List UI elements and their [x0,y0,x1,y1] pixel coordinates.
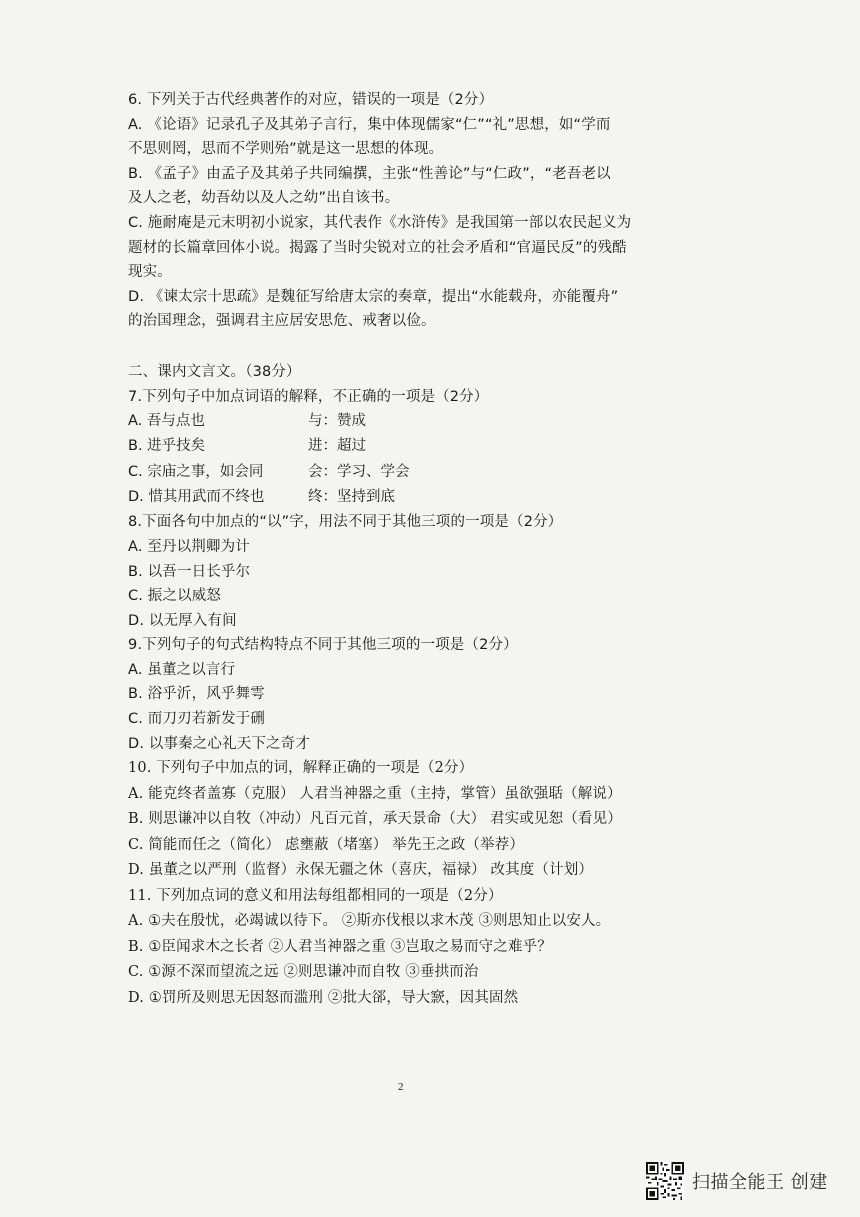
option-line: D. 以无厚入有间 [128,612,237,629]
question-stem: 9.下列句子的句式结构特点不同于其他三项的一项是（2分） [128,637,518,654]
section-heading: 二、课内文言文。（38分） [128,363,301,380]
question-11 [128,884,688,1012]
option-row [128,460,688,485]
option-line: B. ①臣闻求木之长者 ②人君当神器之重 ③岂取之易而守之难乎？ [128,938,552,955]
question-stem: 11. 下列加点词的意义和用法每组都相同的一项是（2分） [128,887,503,904]
option-sentence: C. 宗庙之事，如会同 [128,463,264,480]
option-row [128,485,688,510]
option-line: A. 能克终者盖寡（克服） 人君当神器之重（主持，掌管）虽欲强聒（解说） [128,785,622,802]
qr-code-icon [646,1162,684,1200]
option-row [128,409,688,434]
question-stem: 8.下面各句中加点的“以”字，用法不同于其他三项的一项是（2分） [128,514,563,531]
option-line: 题材的长篇章回体小说。揭露了当时尖锐对立的社会矛盾和“官逼民反”的残酷 [128,239,627,256]
option-line: D. ①罚所及则思无因怒而滥刑 ②批大郤，导大窾，因其固然 [128,989,519,1006]
option-row [128,434,688,459]
option-line: 及人之老，幼吾幼以及人之幼”出自该书。 [128,190,400,207]
option-line: A. 《论语》记录孔子及其弟子言行，集中体现儒家“仁”“礼”思想，如“学而 [128,116,611,133]
option-line: A. ①夫在殷忧，必竭诚以待下。 ②斯亦伐根以求木茂 ③则思知止以安人。 [128,913,611,930]
scanner-watermark [646,1162,828,1200]
option-gloss: 终：坚持到底 [308,489,395,506]
option-line: B. 浴乎沂，风乎舞雩 [128,686,265,703]
option-line: D. 《谏太宗十思疏》是魏征写给唐太宗的奏章，提出“水能载舟，亦能覆舟” [128,288,619,305]
option-gloss: 会：学习、学会 [308,463,410,480]
question-10 [128,756,688,884]
option-line: A. 至丹以荆卿为计 [128,538,250,555]
option-line: 现实。 [128,264,172,281]
option-line: C. 简能而任之（简化） 虑壅蔽（堵塞） 举先王之政（举荐） [128,836,525,853]
question-6 [128,88,688,334]
option-line: B. 则思谦冲以自牧（冲动）凡百元首，承天景命（大） 君实或见恕（看见） [128,811,622,828]
option-line: C. ①源不深而望流之远 ②则思谦冲而自牧 ③垂拱而治 [128,964,479,981]
question-7 [128,385,688,511]
question-stem: 10. 下列句子中加点的词，解释正确的一项是（2分） [128,760,474,777]
option-line: C. 振之以威怒 [128,588,222,605]
option-line: D. 虽董之以严刑（监督）永保无疆之休（喜庆，福禄） 改其度（计划） [128,862,594,879]
watermark-text: 扫描全能王 创建 [692,1172,828,1193]
question-stem: 6. 下列关于古代经典著作的对应，错误的一项是（2分） [128,92,494,108]
page-content [128,88,688,1011]
option-sentence: B. 进乎技矣 [128,438,206,455]
page-number: 2 [398,1081,404,1093]
option-gloss: 进：超过 [308,438,366,455]
option-sentence: D. 惜其用武而不终也 [128,489,265,506]
question-9 [128,633,688,756]
option-sentence: A. 吾与点也 [128,413,205,430]
option-line: A. 虽董之以言行 [128,661,236,678]
option-line: 的治国理念，强调君主应居安思危、戒奢以俭。 [128,313,436,330]
question-stem: 7.下列句子中加点词语的解释，不正确的一项是（2分） [128,388,489,405]
question-8 [128,510,688,633]
option-line: B. 《孟子》由孟子及其弟子共同编撰，主张“性善论”与“仁政”，“老吾老以 [128,165,611,182]
option-gloss: 与：赞成 [308,413,366,430]
option-line: C. 施耐庵是元末明初小说家，其代表作《水浒传》是我国第一部以农民起义为 [128,214,632,231]
option-line: D. 以事秦之心礼天下之奇才 [128,735,310,752]
option-line: 不思则罔，思而不学则殆”就是这一思想的体现。 [128,141,444,158]
option-line: C. 而刀刃若新发于硎 [128,711,265,728]
option-line: B. 以吾一日长乎尔 [128,563,251,580]
